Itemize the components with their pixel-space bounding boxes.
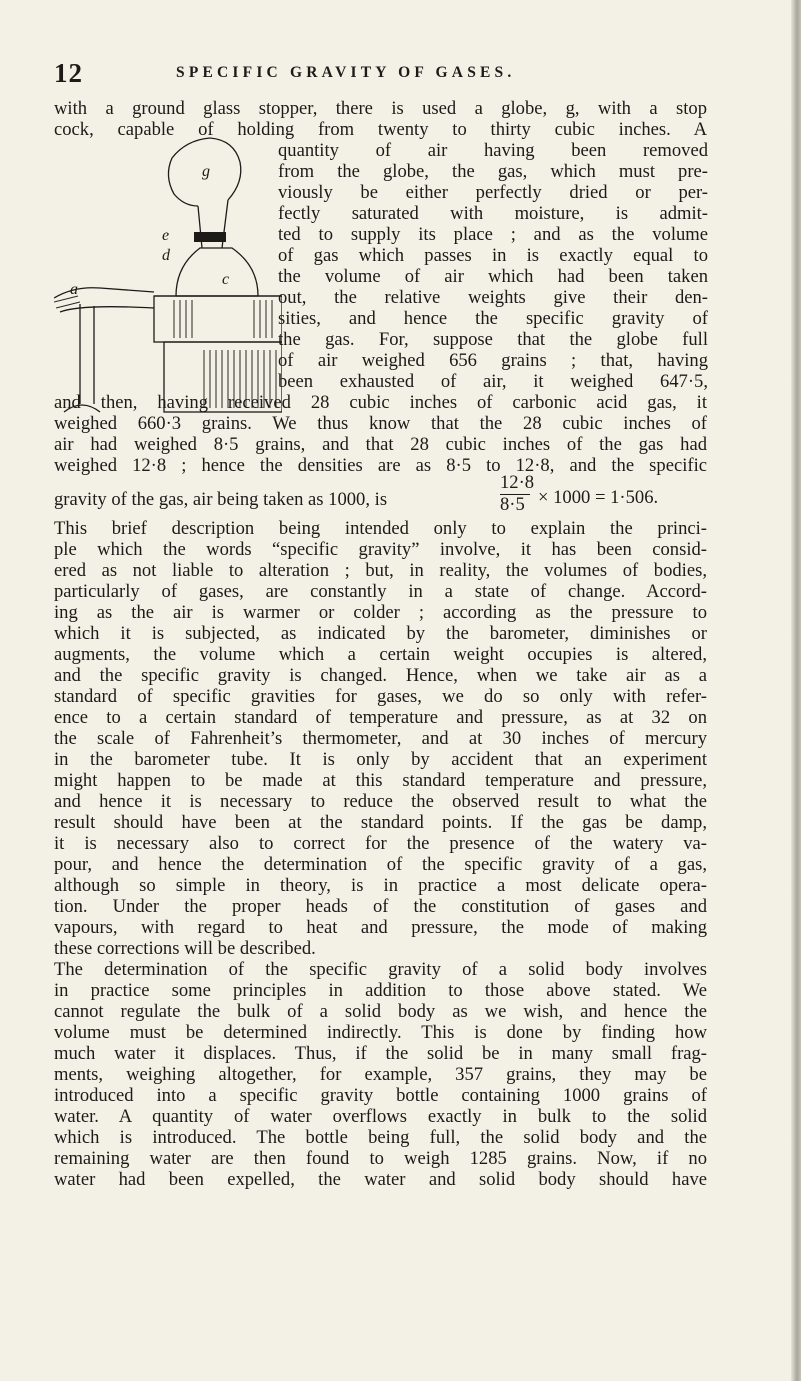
text-line: viously be either perfectly dried or per- [278,182,708,203]
text-line: ence to a certain standard of temperature and pressure, as at 32 on [54,707,707,728]
text-line: in practice some principles in addition to those above stated. We [54,980,707,1001]
figure-label-c: c [222,271,230,288]
text-line: water. A quantity of water overflows exactly in bulk to the solid [54,1106,707,1127]
fraction-numerator: 12·8 [500,472,535,493]
text-line: introduced into a specific gravity bottle containing 1000 grains of [54,1085,707,1106]
text-line: sities, and hence the specific gravity of [278,308,708,329]
text-line: ing as the air is warmer or colder ; according as the pressure to [54,602,707,623]
text-line: much water it displaces. Thus, if the solid be in many small frag- [54,1043,707,1064]
text-line: it is necessary also to correct for the presence of the watery va- [54,833,707,854]
text-line: these corrections will be described. [54,938,316,959]
text-line: the scale of Fahrenheit’s thermometer, and at 30 inches of mercury [54,728,707,749]
running-title: SPECIFIC GRAVITY OF GASES. [176,64,516,81]
text-line: might happen to be made at this standard temperature and pressure, [54,770,707,791]
text-line: and the specific gravity is changed. Hence, when we take air as a [54,665,707,686]
text-line: out, the relative weights give their den- [278,287,708,308]
text-line: the volume of air which had been taken [278,266,708,287]
text-line: which is introduced. The bottle being full, the solid body and the [54,1127,707,1148]
text-line: augments, the volume which a certain weight occupies is altered, [54,644,707,665]
text-line: cock, capable of holding from twenty to thirty cubic inches. A [54,119,707,140]
text-line: This brief description being intended only to explain the princi- [54,518,707,539]
text-line: which it is subjected, as indicated by the barometer, diminishes or [54,623,707,644]
text-line: The determination of the specific gravity of a solid body involves [54,959,707,980]
text-line: ple which the words “specific gravity” involve, it has been consid- [54,539,707,560]
text-line: pour, and hence the determination of the specific gravity of a gas, [54,854,707,875]
text-line: of air weighed 656 grains ; that, having [278,350,708,371]
text-line: and hence it is necessary to reduce the observed result to what the [54,791,707,812]
text-line: air had weighed 8·5 grains, and that 28 cubic inches of the gas had [54,434,707,455]
text-line: volume must be determined indirectly. This is done by finding how [54,1022,707,1043]
text-line: water had been expelled, the water and solid body should have [54,1169,707,1190]
fraction-denominator: 8·5 [500,494,525,515]
text-line: ments, weighing altogether, for example, 357 grains, they may be [54,1064,707,1085]
text-line: although so simple in theory, is in practice a most delicate opera- [54,875,707,896]
formula-rest: × 1000 = 1·506. [538,487,659,508]
text-line: cannot regulate the bulk of a solid body as we wish, and hence the [54,1001,707,1022]
text-line: from the globe, the gas, which must pre- [278,161,708,182]
text-line: in the barometer tube. It is only by accident that an experiment [54,749,707,770]
text-line: tion. Under the proper heads of the constitution of gases and [54,896,707,917]
page-number: 12 [54,58,83,88]
text-line: result should have been at the standard points. If the gas be damp, [54,812,707,833]
text-line: fectly saturated with moisture, is admit- [278,203,708,224]
formula-result [538,489,658,507]
text-line: ered as not liable to alteration ; but, in reality, the volumes of bodies, [54,560,707,581]
text-line: and then, having received 28 cubic inches of carbonic acid gas, it [54,392,707,413]
text-line: been exhausted of air, it weighed 647·5, [278,371,708,392]
text-line: of gas which passes in is exactly equal to [278,245,708,266]
text-line: the gas. For, suppose that the globe full [278,329,708,350]
text-line: quantity of air having been removed [278,140,708,161]
figure-label-g: g [202,163,210,180]
figure-label-a: a [70,281,78,298]
page-edge [791,0,801,1381]
formula-line-text: gravity of the gas, air being taken as 1000, is [54,489,388,510]
text-line: weighed 12·8 ; hence the densities are as 8·5 to 12·8, and the specific [54,455,707,476]
text-line: with a ground glass stopper, there is used a globe, g, with a stop [54,98,707,119]
text-line: ted to supply its place ; and as the volume [278,224,708,245]
text-line: remaining water are then found to weigh 1285 grains. Now, if no [54,1148,707,1169]
running-header [54,58,705,88]
text-line: vapours, with regard to heat and pressure, the mode of making [54,917,707,938]
globe-apparatus-figure [54,136,282,416]
figure-label-e: e [162,227,170,244]
text-line: standard of specific gravities for gases, we do so only with refer- [54,686,707,707]
text-line: particularly of gases, are constantly in a state of change. Accord- [54,581,707,602]
text-line: weighed 660·3 grains. We thus know that the 28 cubic inches of [54,413,707,434]
figure-label-d: d [162,247,170,264]
